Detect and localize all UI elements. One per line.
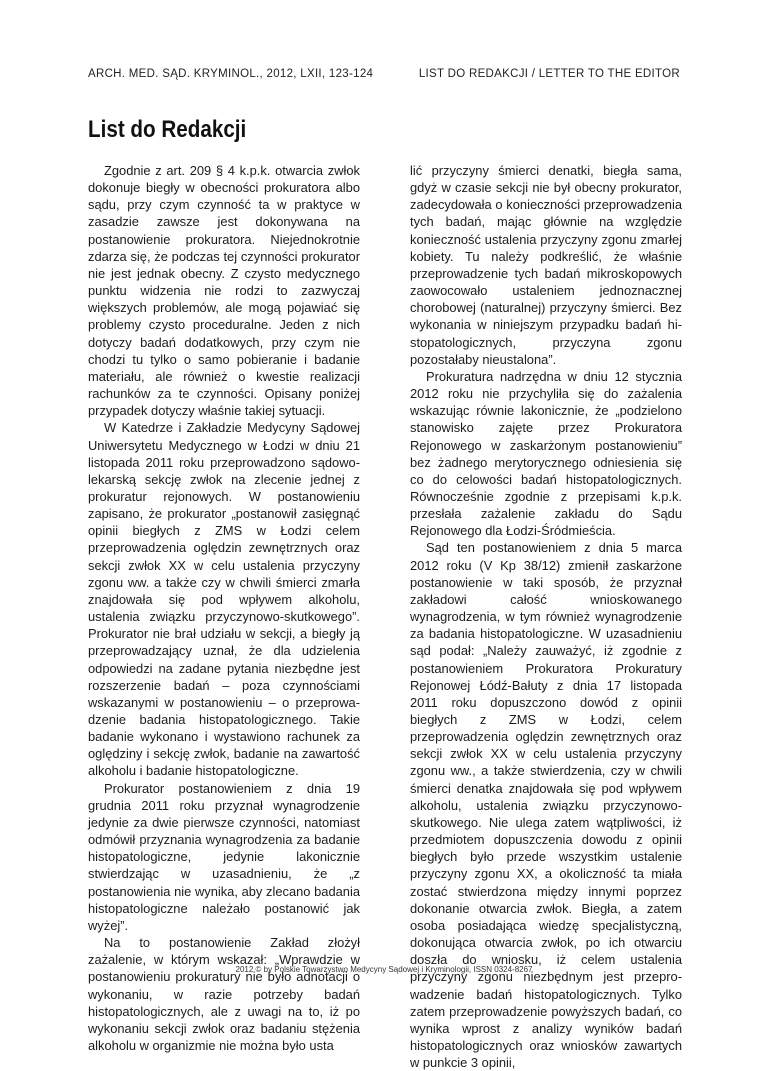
journal-citation: ARCH. MED. SĄD. KRYMINOL., 2012, LXII, 123-124	[88, 68, 374, 80]
paragraph: W Katedrze i Zakładzie Medycyny Sądowej Uniwersytetu Medycznego w Łodzi w dniu 21 listopada 2011 roku przeprowadzono sądowo-lekarską sekcję zwłok na zlecenie jednej z prokuratur rejonowych. W postanowieniu zapisano, że prokurator „postanowił zasięgnąć opinii biegłych z ZMS w Łodzi celem przeprowadzenia oględzin zewnętrznych oraz sekcji zwłok XX w celu ustalenia przyczyny zgonu ww. a także czy w chwili śmierci zmarła znajdowała się pod wpływem alkoholu, ustalenia związku przyczynowo-skutkowego”. Prokurator nie brał udziału w sekcji, a biegły ją przeprowadzający uznał, że dla udzielenia odpowiedzi na zadane pytania niezbędne jest rozszerzenie badań – poza czynnościami wskazanymi w postanowieniu – o przeprowadzenie badania histopatologicznego. Takie badanie wykonano i wystawiono rachunek za oględziny i sekcję zwłok, badanie na zawartość alkoholu i badanie histopatologiczne.	[88, 420, 360, 779]
paragraph: Sąd ten postanowieniem z dnia 5 marca 2012 roku (V Kp 38/12) zmienił zaskarżone postanowienie w taki sposób, że przyznał zakładowi całość wnioskowanego wynagrodzenia, w tym również wynagrodzenie za badania histopatologiczne. W uzasadnieniu sąd podał: „Należy zauważyć, iż zgodnie z postanowieniem Prokuratora Prokuratury Rejonowej Łódź-Bałuty z dnia 17 listopada 2011 roku dopuszczono dowód z opinii biegłych z ZMS w Łodzi, celem przeprowadzenia oględzin zewnętrznych oraz sekcji zwłok XX w celu ustalenia przyczyny zgonu ww., a także stwierdzenia, czy w chwili śmierci denatka znajdowała się pod wpływem alkoholu, ustalenia związku przyczynowo-skutkowego. Nie ulega zatem wątpliwości, iż przedmiotem dopuszczenia dowodu z opinii biegłych było przede wszystkim ustalenie przyczyny zgonu XX, a okoliczność ta miała zostać stwierdzona między innymi poprzez dokonanie otwarcia zwłok. Biegła, a zatem osoba posiadająca wiedzę specjalistyczną, dokonująca otwarcia zwłok, po ich otwarciu doszła do wniosku, iż celem ustalenia przyczyny zgonu niezbędnym jest przeprowadzenie badań histopatologicznych. Tylko zatem przeprowadzenie powyższych badań, co wynika wprost z analizy wyników badań histopatologicznych oraz wniosków zawartych w punkcie 3 opinii,	[410, 540, 682, 1071]
right-column	[410, 162, 682, 1071]
article-title: List do Redakcji	[88, 116, 247, 143]
paragraph: Prokurator postanowieniem z dnia 19 grudnia 2011 roku przyznał wynagrodzenie jedynie za dwie pierwsze czynności, natomiast odmówił przyznania wynagrodzenia za badanie histopatologiczne, jedynie lakonicznie stwierdzając w uzasadnieniu, że „z postanowienia nie wynika, aby zlecano badania histopatologiczne należało postanowić jak wyżej”.	[88, 780, 360, 933]
copyright-footer: 2012 © by Polskie Towarzystwo Medycyny Sądowej i Kryminologii, ISSN 0324-8267	[235, 965, 533, 974]
paragraph: Prokuratura nadrzędna w dniu 12 stycznia 2012 roku nie przychyliła się do zażalenia wskazując równie lakonicznie, że „podzielono stanowisko zajęte przez Prokuratora Rejonowego w zaskarżonym postanowieniu” bez żadnego merytorycznego odniesienia się co do celowości badań histopatologicznych. Równocześnie zgodnie z przepisami k.p.k. przesłała zażalenie zakładu do Sądu Rejonowego dla Łodzi-Śródmieścia.	[410, 368, 682, 539]
section-label: LIST DO REDAKCJI / LETTER TO THE EDITOR	[418, 68, 680, 80]
paragraph: Na to postanowienie Zakład złożył zażalenie, w którym wskazał: „Wprawdzie w postanowieniu prokuratury nie było adnotacji o wykonaniu, w razie potrzeby badań histopatologicznych, ale z uwagi na to, iż po wykonaniu sekcji zwłok oraz badaniu stężenia alkoholu w organizmie nie można było usta	[88, 935, 360, 1053]
left-column	[88, 162, 360, 1054]
running-head	[88, 68, 680, 80]
paragraph: Zgodnie z art. 209 § 4 k.p.k. otwarcia zwłok dokonuje biegły w obecności prokuratora albo sądu, przy czym czynność ta w praktyce w zasadzie zawsze jest dokonywana na postanowienie prokuratora. Niejednokrotnie zdarza się, że podczas tej czynności prokurator nie jest jednak obecny. Z czysto medycznego punktu widzenia nie rodzi to zazwyczaj większych problemów, ale mogą pojawiać się problemy czysto proceduralne. Jeden z nich dotyczy badań dodatkowych, przy czym nie chodzi tu tylko o samo pobieranie i badanie materiału, ale również o kwestie realizacji rachunków za te czynności. Opisany poniżej przypadek dotyczy właśnie takiej sytuacji.	[88, 163, 360, 419]
paragraph-continued: lić przyczyny śmierci denatki, biegła sama, gdyż w czasie sekcji nie był obecny prokurator, zadecydowała o konieczności przeprowadzenia tych badań, mając głównie na względzie konieczność ustalenia przyczyny zgonu zmarłej kobiety. Tu należy podkreślić, że właśnie przeprowadzenie tych badań mikroskopowych zaowocowało ustaleniem jednoznacznej chorobowej (naturalnej) przyczyny śmierci. Bez wykonania w niniejszym przypadku badań histopatologicznych, przyczyna zgonu pozostałaby nieustalona”.	[410, 163, 682, 367]
